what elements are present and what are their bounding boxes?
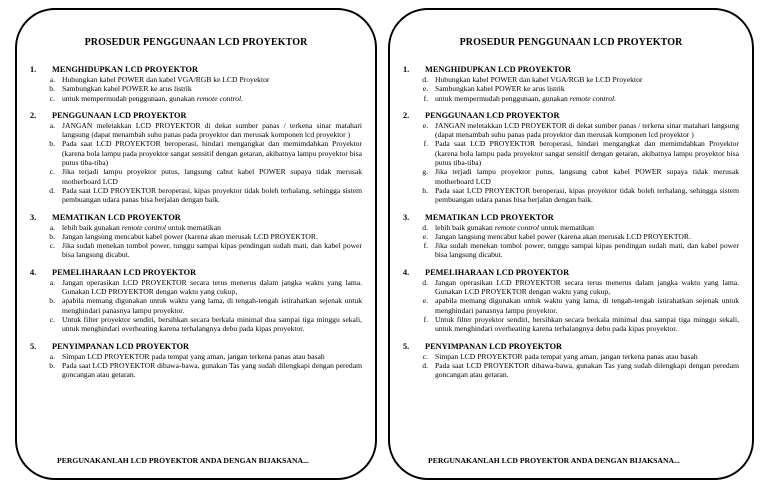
item-letter: c.: [49, 314, 55, 324]
section-heading-text: PENYIMPANAN LCD PROYEKTOR: [425, 341, 563, 351]
item-text: [62, 75, 362, 84]
item-text: [435, 352, 739, 361]
list-item: [403, 232, 739, 241]
section: [30, 213, 362, 260]
item-letter: b.: [49, 360, 55, 370]
item-text: [435, 167, 739, 186]
section: [30, 65, 362, 103]
section: [403, 342, 739, 380]
item-letter: f.: [423, 241, 428, 251]
list-item: [403, 121, 739, 140]
section: [30, 268, 362, 334]
list-item: [30, 296, 362, 315]
item-letter: f.: [423, 139, 428, 149]
section-heading-text: MENGHIDUPKAN LCD PROYEKTOR: [52, 65, 198, 74]
section-number: 1.: [403, 65, 410, 74]
item-letter: c.: [422, 351, 428, 361]
item-text-main: Jangan langsung mencabut kabel power (karena akan merusak LCD PROYEKTOR.: [62, 231, 318, 241]
item-text-italic: remote control.: [196, 93, 244, 103]
section-heading: [403, 213, 739, 223]
item-text-main: Untuk filter proyektor sendiri, bersihkan secara berkala minimal dua sampai tiga minggu sekali, untuk menghindari overheating karena terhalangnya debu pada kipas proyektor.: [62, 314, 362, 334]
section-heading: [403, 342, 739, 352]
item-letter: a.: [49, 75, 55, 84]
item-text-italic: remote control: [121, 222, 167, 232]
item-text-main: lebih baik gunakan: [435, 222, 493, 232]
list-item: [403, 186, 739, 205]
section: [30, 342, 362, 380]
item-letter: a.: [49, 277, 55, 287]
list-item: [30, 232, 362, 241]
item-letter: f.: [423, 93, 428, 103]
item-letter: b.: [49, 296, 55, 306]
item-list: [403, 278, 739, 334]
item-text-main: Jika terjadi lampu proyektor putus, langsung cabut kabel POWER supaya tidak merusak motherboard LCD: [435, 167, 739, 186]
item-list: [30, 121, 362, 205]
list-item: [403, 75, 739, 84]
item-text-main: Pada saat LCD PROYEKTOR beroperasi, kipas proyektor tidak boleh terhalang, sehingga sistem pembuangan udara panas bisa berjalan dengan baik.: [435, 185, 739, 205]
item-text-main: Pada saat LCD PROYEKTOR beroperasi, kipas proyektor tidak boleh terhalang, sehingga sistem pembuangan udara panas bisa berjalan dengan baik.: [62, 185, 362, 205]
list-item: [30, 84, 362, 93]
item-text-after: untuk mematikan: [540, 222, 594, 232]
procedure-card-right: [388, 8, 754, 480]
item-text: [62, 186, 362, 205]
item-text-main: Hubungkan kabel POWER dan kabel VGA/RGB ke LCD Proyektor: [435, 75, 643, 84]
item-text: [62, 121, 362, 140]
section: [403, 111, 739, 205]
item-text: [435, 186, 739, 205]
item-letter: a.: [49, 351, 55, 361]
section-heading: [30, 268, 362, 278]
section-number: 4.: [403, 267, 410, 277]
item-list: [403, 223, 739, 260]
item-letter: c.: [49, 241, 55, 251]
list-item: [30, 241, 362, 260]
item-text-main: Simpan LCD PROYEKTOR pada tempat yang aman, jangan terkena panas atau basah: [62, 351, 325, 361]
item-text: [435, 361, 739, 380]
item-text: [435, 315, 739, 334]
item-letter: a.: [49, 120, 55, 130]
item-text-main: Hubungkan kabel POWER dan kabel VGA/RGB ke LCD Proyektor: [62, 75, 270, 84]
item-text-main: Jika terjadi lampu proyektor putus, langsung cabut kabel POWER supaya tidak merusak motherboard LCD: [62, 167, 362, 186]
item-text-main: JANGAN meletakkan LCD PROYEKTOR di dekat sumber panas / terkena sinar matahari langsung (dapat menambah suhu panas pada proyektor dan merusak komponen lcd proyektor ): [62, 120, 362, 140]
item-letter: e.: [422, 120, 428, 130]
list-item: [403, 223, 739, 232]
item-text: [62, 241, 362, 260]
item-list: [403, 352, 739, 380]
item-text-main: Jangan operasikan LCD PROYEKTOR secara terus menerus dalam jangka waktu yang lama. Gunakan LCD PROYEKTOR dengan waktu yang cukup,: [435, 277, 739, 297]
item-letter: d.: [422, 222, 428, 232]
item-letter: d.: [49, 185, 55, 195]
section-number: 3.: [403, 212, 410, 222]
section-heading-text: PENYIMPANAN LCD PROYEKTOR: [52, 341, 190, 351]
item-text-main: Pada saat LCD PROYEKTOR beroperasi, hindari mengangkat dan memimdahkan Proyektor (karena bola lampu pada proyektor sangat sensitif dengan getaran, akibatnya lampu proyektor bisa putus tiba-tiba): [62, 139, 362, 168]
item-text-main: Pada saat LCD PROYEKTOR dibawa-bawa, gunakan Tas yang sudah dilengkapi dengan peredam goncangan atau getaran.: [62, 360, 362, 380]
procedure-card-left: [15, 8, 377, 480]
item-text-main: untuk mempermudah penggunaan, gunakan: [435, 93, 568, 103]
section-heading: [30, 111, 362, 121]
item-text-main: untuk mempermudah penggunaan, gunakan: [62, 93, 195, 103]
item-text: [435, 121, 739, 140]
list-item: [30, 139, 362, 167]
list-item: [403, 139, 739, 167]
list-item: [30, 361, 362, 380]
section-heading: [403, 268, 739, 278]
item-text: [62, 167, 362, 186]
section-heading: [403, 65, 739, 75]
item-letter: c.: [49, 93, 55, 103]
item-text: [62, 139, 362, 167]
section-heading-text: PEMELIHARAAN LCD PROYEKTOR: [425, 267, 570, 277]
section-heading-text: PENGGUNAAN LCD PROYEKTOR: [52, 110, 187, 120]
section-number: 5.: [403, 341, 410, 351]
list-item: [30, 223, 362, 232]
section-heading-text: MEMATIKAN LCD PROYEKTOR: [52, 212, 181, 222]
item-text-italic: remote control: [494, 222, 540, 232]
list-item: [403, 315, 739, 334]
item-letter: d.: [422, 277, 428, 287]
card-title: PROSEDUR PENGGUNAAN LCD PROYEKTOR: [84, 37, 308, 48]
section: [30, 111, 362, 205]
card-title: PROSEDUR PENGGUNAAN LCD PROYEKTOR: [459, 37, 683, 48]
item-text-main: Sambungkan kabel POWER ke arus listrik: [62, 84, 192, 94]
list-item: [403, 296, 739, 315]
item-text: [62, 232, 362, 241]
item-text: [62, 352, 362, 361]
list-item: [403, 361, 739, 380]
section-heading: [30, 342, 362, 352]
item-list: [403, 75, 739, 103]
item-text: [435, 241, 739, 260]
item-text-italic: remote control.: [569, 93, 617, 103]
list-item: [403, 352, 739, 361]
item-text: [435, 278, 739, 297]
item-letter: g.: [422, 167, 428, 177]
card-footer: PERGUNAKANLAH LCD PROYEKTOR ANDA DENGAN BIJAKSANA...: [428, 456, 680, 465]
item-text-main: Jika sudah menekan tombol power, tunggu sampai kipas pendingan sudah mati, dan kabel power bisa langsung dicabut.: [435, 241, 739, 260]
card-content: [403, 65, 739, 387]
section-heading-text: MENGHIDUPKAN LCD PROYEKTOR: [425, 65, 571, 74]
item-text-main: Simpan LCD PROYEKTOR pada tempat yang aman, jangan terkena panas atau basah: [435, 351, 698, 361]
item-text-main: Jika sudah menekan tombol power, tunggu sampai kipas pendingan sudah mati, dan kabel power bisa langsung dicabut.: [62, 241, 362, 260]
item-text-main: Pada saat LCD PROYEKTOR dibawa-bawa, gunakan Tas yang sudah dilengkapi dengan peredam goncangan atau getaran.: [435, 360, 739, 380]
item-letter: h.: [422, 185, 428, 195]
section-number: 2.: [30, 110, 37, 120]
list-item: [403, 241, 739, 260]
item-letter: d.: [422, 75, 428, 84]
item-text: [435, 139, 739, 167]
card-footer: PERGUNAKANLAH LCD PROYEKTOR ANDA DENGAN BIJAKSANA...: [57, 456, 309, 465]
list-item: [403, 84, 739, 93]
section: [403, 268, 739, 334]
card-content: [30, 65, 362, 387]
item-letter: d.: [422, 360, 428, 370]
item-list: [30, 352, 362, 380]
list-item: [30, 75, 362, 84]
item-text-main: Untuk filter proyektor sendiri, bersihkan secara berkala minimal dua sampai tiga minggu sekali, untuk menghindari overheating karena terhalangnya debu pada kipas proyektor.: [435, 314, 739, 334]
item-letter: f.: [423, 314, 428, 324]
item-text-main: apabila memang digunakan untuk waktu yang lama, di tengah-tengah istirahatkan sejenak untuk menghindari panasnya lampu proyektor.: [62, 296, 362, 315]
section-heading-text: PEMELIHARAAN LCD PROYEKTOR: [52, 267, 197, 277]
list-item: [403, 278, 739, 297]
section-heading: [403, 111, 739, 121]
list-item: [30, 315, 362, 334]
section-number: 2.: [403, 110, 410, 120]
item-letter: a.: [49, 222, 55, 232]
item-text: [62, 84, 362, 93]
item-letter: e.: [422, 84, 428, 94]
list-item: [403, 94, 739, 103]
item-text: [435, 232, 739, 241]
section: [403, 65, 739, 103]
item-text-main: Jangan langsung mencabut kabel power (karena akan merusak LCD PROYEKTOR.: [435, 231, 691, 241]
item-text: [62, 94, 362, 103]
item-letter: b.: [49, 139, 55, 149]
item-text: [435, 94, 739, 103]
item-text-main: JANGAN meletakkan LCD PROYEKTOR di dekat sumber panas / terkena sinar matahari langsung (dapat menambah suhu panas pada proyektor dan merusak komponen lcd proyektor ): [435, 120, 739, 140]
list-item: [30, 167, 362, 186]
item-text: [435, 84, 739, 93]
item-text: [62, 223, 362, 232]
item-letter: e.: [422, 296, 428, 306]
item-text: [62, 278, 362, 297]
item-list: [30, 75, 362, 103]
list-item: [403, 167, 739, 186]
list-item: [30, 94, 362, 103]
item-text: [62, 296, 362, 315]
section-heading-text: PENGGUNAAN LCD PROYEKTOR: [425, 110, 560, 120]
item-text-main: Sambungkan kabel POWER ke arus listrik: [435, 84, 565, 94]
item-text: [435, 296, 739, 315]
item-text-main: Jangan operasikan LCD PROYEKTOR secara terus menerus dalam jangka waktu yang lama. Gunakan LCD PROYEKTOR dengan waktu yang cukup,: [62, 277, 362, 297]
item-text-main: lebih baik gunakan: [62, 222, 120, 232]
list-item: [30, 121, 362, 140]
item-list: [403, 121, 739, 205]
section-number: 4.: [30, 267, 37, 277]
item-text-main: apabila memang digunakan untuk waktu yang lama, di tengah-tengah istirahatkan sejenak untuk menghindari panasnya lampu proyektor.: [435, 296, 739, 315]
item-text-main: Pada saat LCD PROYEKTOR beroperasi, hindari mengangkat dan memimdahkan Proyektor (karena bola lampu pada proyektor sangat sensitif dengan getaran, akibatnya lampu proyektor bisa putus tiba-tiba): [435, 139, 739, 168]
section-number: 5.: [30, 341, 37, 351]
section-heading: [30, 65, 362, 75]
section: [403, 213, 739, 260]
item-text-after: untuk mematikan: [167, 222, 221, 232]
item-list: [30, 278, 362, 334]
section-number: 3.: [30, 212, 37, 222]
item-text: [435, 223, 739, 232]
item-letter: b.: [49, 231, 55, 241]
list-item: [30, 186, 362, 205]
item-text: [62, 361, 362, 380]
item-letter: b.: [49, 84, 55, 94]
section-heading-text: MEMATIKAN LCD PROYEKTOR: [425, 212, 554, 222]
list-item: [30, 278, 362, 297]
item-list: [30, 223, 362, 260]
section-heading: [30, 213, 362, 223]
section-number: 1.: [30, 65, 37, 74]
item-letter: e.: [422, 231, 428, 241]
item-letter: c.: [49, 167, 55, 177]
list-item: [30, 352, 362, 361]
item-text: [62, 315, 362, 334]
item-text: [435, 75, 739, 84]
